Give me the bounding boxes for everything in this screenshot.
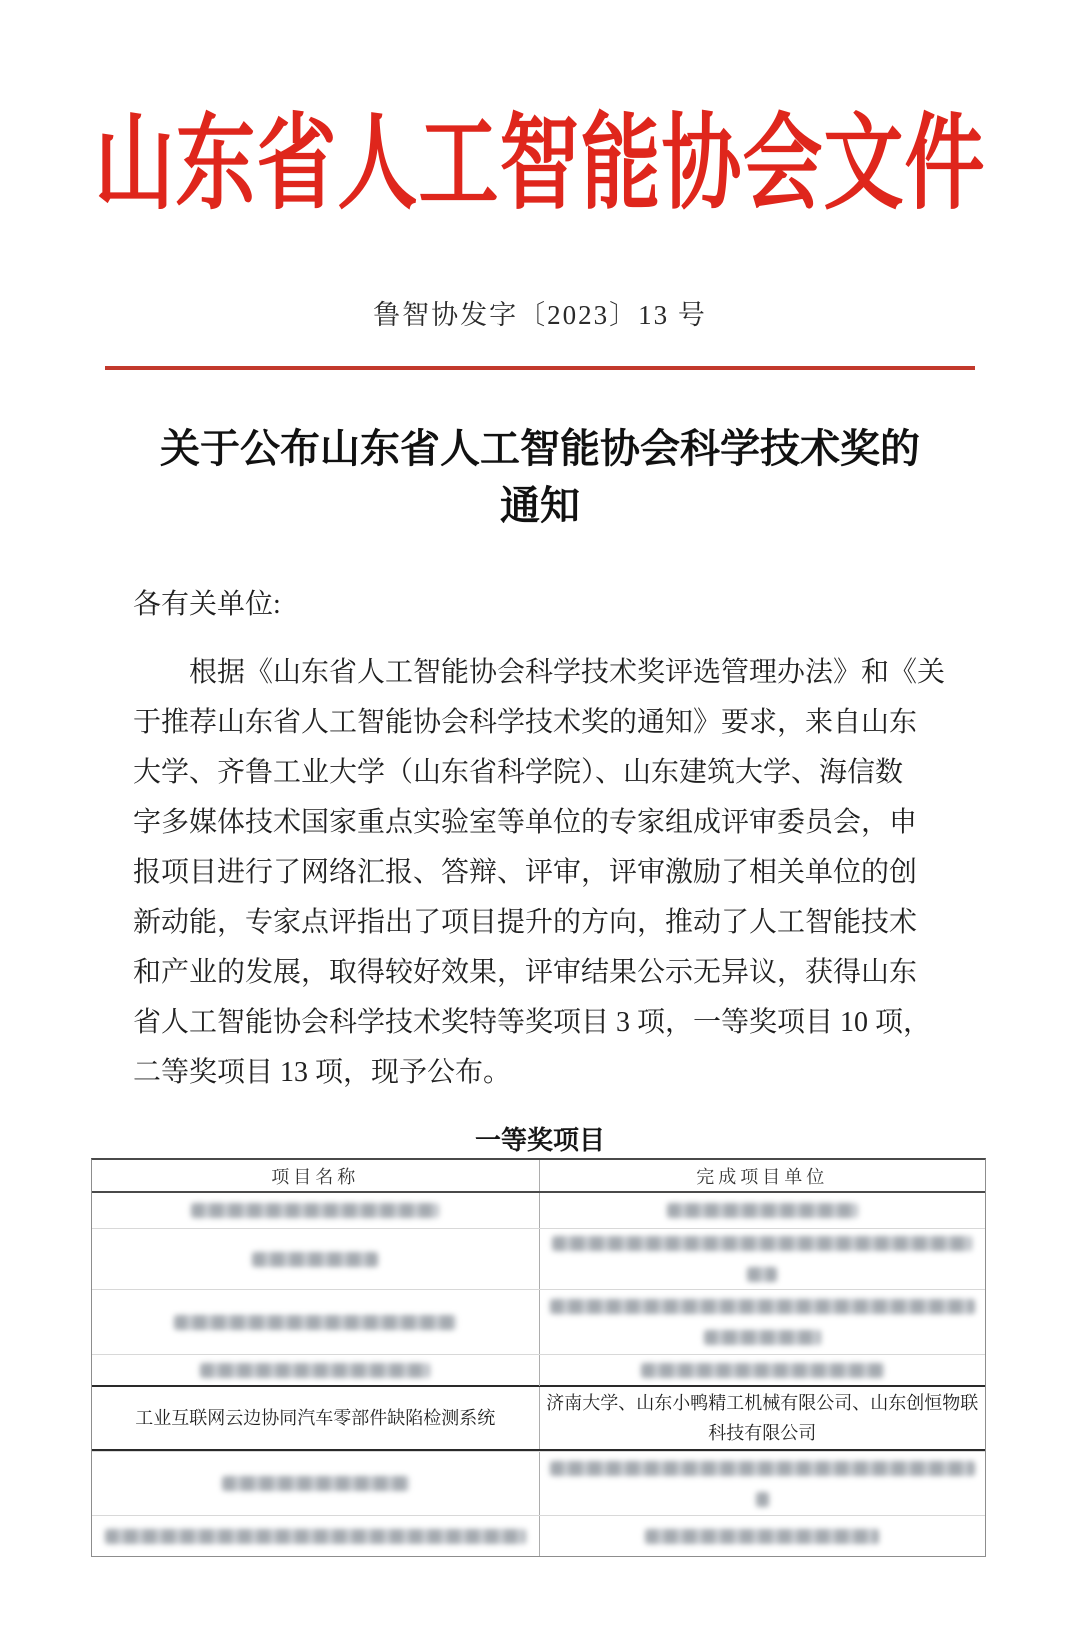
blurred-text: [546, 1236, 980, 1282]
table-row: [92, 1385, 985, 1451]
blurred-text-bar: [704, 1330, 821, 1345]
table-row: [92, 1451, 985, 1515]
blurred-text-bar: [756, 1492, 769, 1507]
letterhead-title: 山东省人工智能协会文件: [94, 107, 986, 223]
blurred-text-bar: [191, 1203, 439, 1218]
table-row: [92, 1289, 985, 1354]
project-name-cell: [92, 1452, 539, 1515]
blurred-text: [98, 1363, 533, 1378]
awards-section-title: 一等奖项目: [474, 1125, 605, 1155]
project-name-cell: [92, 1229, 539, 1289]
body-line: 于推荐山东省人工智能协会科学技术奖的通知》要求，来自山东: [133, 707, 918, 738]
table-row: [92, 1193, 985, 1228]
completing-org-cell: [539, 1355, 986, 1386]
column-header-project-name: 项目名称: [271, 1166, 360, 1187]
blurred-text-bar: [174, 1315, 456, 1330]
blurred-text-bar: [550, 1299, 975, 1314]
project-name-cell: [92, 1193, 539, 1228]
blurred-text: [98, 1252, 533, 1267]
blurred-text-bar: [552, 1236, 972, 1251]
body-line: 大学、齐鲁工业大学（山东省科学院）、山东建筑大学、海信数: [133, 757, 904, 788]
awards-table: [91, 1158, 986, 1557]
notice-title-line2: 通知: [500, 483, 580, 528]
table-row: [92, 1228, 985, 1289]
completing-org-cell: [539, 1193, 986, 1228]
blurred-text-bar: [550, 1461, 975, 1476]
completing-org-cell: [539, 1516, 986, 1556]
blurred-text: [546, 1529, 980, 1544]
blurred-text-bar: [252, 1252, 378, 1267]
blurred-text-bar: [645, 1529, 879, 1544]
blurred-text: [98, 1203, 533, 1218]
red-divider-rule: [105, 366, 975, 370]
body-paragraph: [133, 648, 1013, 1098]
completing-org-cell: [539, 1452, 986, 1515]
document-number: 鲁智协发字〔2023〕13 号: [373, 300, 707, 330]
document-page: [0, 107, 1080, 1646]
body-line: 根据《山东省人工智能协会科学技术奖评选管理办法》和《关: [189, 657, 946, 688]
completing-org-cell: [539, 1387, 986, 1449]
blurred-text-bar: [200, 1363, 430, 1378]
blurred-text: [546, 1363, 980, 1378]
project-name-cell: [92, 1290, 539, 1354]
blurred-text-bar: [641, 1363, 884, 1378]
body-line: 新动能，专家点评指出了项目提升的方向，推动了人工智能技术: [133, 907, 918, 938]
body-line: 报项目进行了网络汇报、答辩、评审，评审激励了相关单位的创: [133, 857, 918, 888]
completing-org-cell: [539, 1229, 986, 1289]
body-line: 和产业的发展，取得较好效果，评审结果公示无异议，获得山东: [133, 957, 918, 988]
project-name-cell: [92, 1387, 539, 1449]
blurred-text: [98, 1476, 533, 1491]
project-name-cell: [92, 1516, 539, 1556]
blurred-text: [546, 1299, 980, 1345]
notice-title: [0, 420, 1080, 534]
blurred-text-bar: [747, 1267, 777, 1282]
blurred-text-bar: [667, 1203, 858, 1218]
completing-org-cell: [539, 1290, 986, 1354]
table-row: [92, 1354, 985, 1386]
blurred-text: [546, 1203, 980, 1218]
blurred-text: [98, 1529, 533, 1544]
blurred-text: [546, 1461, 980, 1507]
body-line: 字多媒体技术国家重点实验室等单位的专家组成评审委员会，申: [133, 807, 918, 838]
notice-title-line1: 关于公布山东省人工智能协会科学技术奖的: [160, 426, 920, 471]
body-line: 二等奖项目 13 项，现予公布。: [133, 1057, 512, 1088]
salutation: 各有关单位:: [133, 589, 281, 620]
blurred-text: [98, 1315, 533, 1330]
blurred-text-bar: [222, 1476, 409, 1491]
project-name-cell: [92, 1355, 539, 1386]
body-line: 省人工智能协会科学技术奖特等奖项目 3 项，一等奖项目 10 项，: [133, 1007, 932, 1038]
project-name-text: 工业互联网云边协同汽车零部件缺陷检测系统: [135, 1408, 496, 1428]
awards-table-header: [92, 1160, 985, 1193]
completing-org-text: 济南大学、山东小鸭精工机械有限公司、山东创恒物联科技有限公司: [546, 1393, 979, 1443]
column-header-completing-org: 完成项目单位: [539, 1160, 986, 1191]
blurred-text-bar: [105, 1529, 526, 1544]
awards-table-body: [92, 1193, 985, 1556]
